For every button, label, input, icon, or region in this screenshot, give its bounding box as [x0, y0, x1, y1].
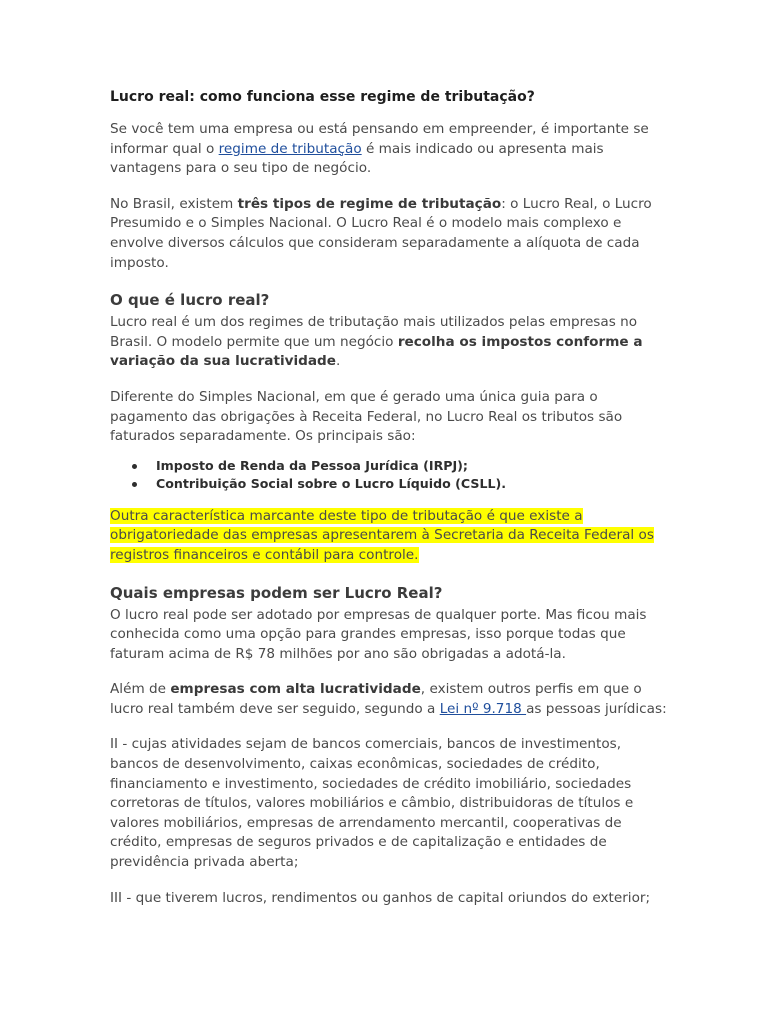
regimes-text-2: : o Lucro Real, o Lucro Presumido e o Simples Nacional. O Lucro Real é o modelo mais complexo e envolve diversos cálculos que consideram separadamente a alíquota de cada imposto. — [110, 195, 652, 271]
bullet-icon — [132, 464, 137, 469]
perfis-bold-text: empresas com alta lucratividade — [170, 681, 421, 698]
perfis-paragraph — [110, 680, 670, 719]
definition-bold-text: recolha os impostos conforme a variação da sua lucratividade — [110, 333, 643, 370]
regime-tributacao-link[interactable]: regime de tributação — [218, 140, 362, 157]
perfis-text-2: , existem outros perfis em que o lucro real também deve ser seguido, segundo a — [110, 681, 642, 717]
intro-text-2: é mais indicado ou apresenta mais vantagens para o seu tipo de negócio. — [110, 140, 604, 177]
tributos-paragraph: Diferente do Simples Nacional, em que é gerado uma única guia para o pagamento das obrigações à Receita Federal, no Lucro Real os tributos são faturados separadamente. Os principais são: — [110, 388, 623, 445]
section-heading-quais-empresas: Quais empresas podem ser Lucro Real? — [110, 583, 443, 602]
document-title: Lucro real: como funciona esse regime de tributação? — [110, 89, 535, 105]
highlighted-paragraph — [110, 507, 670, 566]
bullet-icon — [132, 482, 137, 487]
section-heading-o-que-e: O que é lucro real? — [110, 291, 270, 310]
lucro-real-definition-paragraph — [110, 313, 670, 372]
intro-paragraph — [110, 120, 670, 179]
lei-9718-link[interactable]: Lei nº 9.718 — [439, 700, 527, 717]
intro-text-1: Se você tem uma empresa ou está pensando em empreender, é importante se informar qual o — [110, 121, 649, 157]
definition-text-2: . — [336, 353, 341, 370]
regimes-text-1: No Brasil, existem — [110, 195, 238, 212]
document-page — [110, 86, 670, 924]
highlighted-text: Outra característica marcante deste tipo de tributação é que existe a obrigatoriedade das empresas apresentarem à Secretaria da Receita Federal os registros financeiros e contábil para controle. — [110, 507, 654, 563]
perfis-text-1: Além de — [110, 681, 171, 698]
perfis-text-3: as pessoas jurídicas: — [526, 700, 667, 717]
law-item-iii: III - que tiverem lucros, rendimentos ou ganhos de capital oriundos do exterior; — [110, 889, 651, 906]
porte-paragraph: O lucro real pode ser adotado por empresas de qualquer porte. Mas ficou mais conhecida como uma opção para grandes empresas, isso porque todas que faturam acima de R$ 78 milhões por ano são obrigadas a adotá-la. — [110, 606, 647, 662]
regimes-paragraph — [110, 195, 670, 273]
list-item-text: Imposto de Renda da Pessoa Jurídica (IRPJ); — [156, 457, 468, 473]
list-item — [110, 457, 670, 475]
definition-text-1: Lucro real é um dos regimes de tributação mais utilizados pelas empresas no Brasil. O modelo permite que um negócio — [110, 314, 638, 350]
regimes-bold-text: três tipos de regime de tributação — [237, 195, 502, 212]
law-item-ii: II - cujas atividades sejam de bancos comerciais, bancos de investimentos, bancos de desenvolvimento, caixas econômicas, sociedades de crédito, financiamento e investimento, sociedades de crédito imobiliário, sociedades corretoras de títulos, valores mobiliários e câmbio, distribuidoras de títulos e valores mobiliários, empresas de arrendamento mercantil, cooperativas de crédito, empresas de seguros privados e de capitalização e entidades de previdência privada aberta; — [110, 736, 634, 871]
list-item-text: Contribuição Social sobre o Lucro Líquido (CSLL). — [156, 475, 507, 491]
list-item — [110, 475, 670, 493]
tributos-list — [110, 457, 670, 493]
